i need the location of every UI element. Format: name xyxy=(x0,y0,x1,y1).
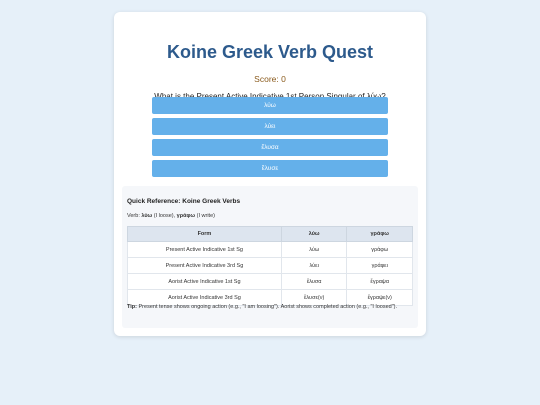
verb-1-gloss: (I loose), xyxy=(152,213,177,219)
table-header-row xyxy=(128,227,413,242)
column-header-verb-1: λύω xyxy=(281,227,347,242)
cell-verb-1: ἔλυσα xyxy=(281,274,347,290)
cell-form: Aorist Active Indicative 1st Sg xyxy=(128,274,282,290)
table-row xyxy=(128,242,413,258)
score-display: Score: 0 xyxy=(254,74,286,84)
verb-prefix: Verb: xyxy=(127,213,142,219)
verb-2-gloss: (I write) xyxy=(195,213,215,219)
reference-title: Quick Reference: Koine Greek Verbs xyxy=(127,198,241,205)
tip-text xyxy=(127,304,413,311)
cell-verb-2: ἔγραψα xyxy=(347,274,413,290)
answer-option-4[interactable]: ἔλυσε xyxy=(152,160,388,177)
cell-verb-1: λύω xyxy=(281,242,347,258)
verb-2: γράφω xyxy=(176,213,196,219)
cell-form: Aorist Active Indicative 3rd Sg xyxy=(128,290,282,306)
column-header-verb-2: γράφω xyxy=(347,227,413,242)
quiz-card xyxy=(114,12,426,336)
conjugation-table xyxy=(127,226,413,306)
answer-option-1[interactable]: λύω xyxy=(152,97,388,114)
page-title: Koine Greek Verb Quest xyxy=(166,42,374,62)
cell-verb-1: λύει xyxy=(281,258,347,274)
column-header-form: Form xyxy=(128,227,282,242)
answer-option-2[interactable]: λύει xyxy=(152,118,388,135)
verb-1: λύω xyxy=(141,213,153,219)
table-row xyxy=(128,274,413,290)
cell-verb-1: ἔλυσε(ν) xyxy=(281,290,347,306)
verb-line xyxy=(127,213,215,219)
answer-option-3[interactable]: ἔλυσα xyxy=(152,139,388,156)
tip-body: Present tense shows ongoing action (e.g., "I am loosing"). Aorist shows completed action (e.g., "I loosed"). xyxy=(136,304,398,310)
tip-label: Tip: xyxy=(127,304,137,310)
cell-form: Present Active Indicative 3rd Sg xyxy=(128,258,282,274)
cell-verb-2: γράφει xyxy=(347,258,413,274)
cell-form: Present Active Indicative 1st Sg xyxy=(128,242,282,258)
quick-reference-panel xyxy=(122,186,418,328)
table-row xyxy=(128,258,413,274)
cell-verb-2: ἔγραψε(ν) xyxy=(347,290,413,306)
cell-verb-2: γράφω xyxy=(347,242,413,258)
